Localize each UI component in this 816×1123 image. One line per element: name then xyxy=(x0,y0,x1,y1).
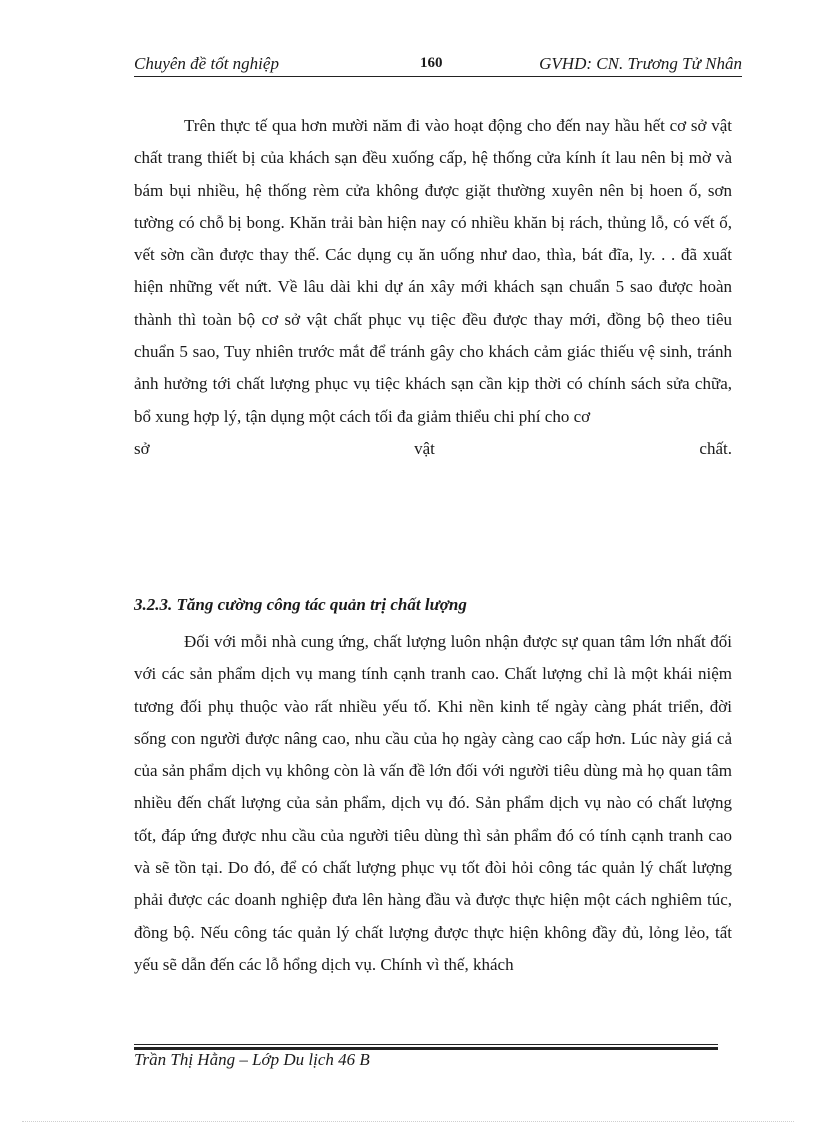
page-header xyxy=(134,52,742,76)
paragraph-1-text: Trên thực tế qua hơn mười năm đi vào hoạt động cho đến nay hầu hết cơ sở vật chất trang thiết bị của khách sạn đều xuống cấp, hệ thống cửa kính ít lau nên bị mờ và bám bụi nhiều, hệ thống rèm cửa không được giặt thường xuyên nên bị hoen ố, sơn tường có chỗ bị bong. Khăn trải bàn hiện nay có nhiều khăn bị rách, thủng lỗ, có vết ố, vết sờn cần được thay thế. Các dụng cụ ăn uống như dao, thìa, bát đĩa, ly. . . đã xuất hiện những vết nứt. Về lâu dài khi dự án xây mới khách sạn chuẩn 5 sao được hoàn thành thì toàn bộ cơ sở vật chất phục vụ tiệc đều được thay mới, đồng bộ theo tiêu chuẩn 5 sao, Tuy nhiên trước mắt để tránh gây cho khách cảm giác thiếu vệ sinh, tránh ảnh hưởng tới chất lượng phục vụ tiệc khách sạn cần kịp thời có chính sách sửa chữa, bổ xung hợp lý, tận dụng một cách tối đa giảm thiểu chi phí cho cơ xyxy=(134,116,732,426)
paragraph-1 xyxy=(134,110,732,465)
paragraph-2-text: Đối với mỗi nhà cung ứng, chất lượng luôn nhận được sự quan tâm lớn nhất đối với các sản phẩm dịch vụ mang tính cạnh tranh cao. Chất lượng chỉ là một khái niệm tương đối phụ thuộc vào rất nhiều yếu tố. Khi nền kinh tế ngày càng phát triển, đời sống con người được nâng cao, nhu cầu của họ ngày càng cao cấp hơn. Lúc này giá cả của sản phẩm dịch vụ không còn là vấn đề lớn đối với người tiêu dùng mà họ quan tâm nhiều đến chất lượng của sản phẩm, dịch vụ đó. Sản phẩm dịch vụ nào có chất lượng tốt, đáp ứng được nhu cầu của người tiêu dùng thì sản phẩm đó có tính cạnh tranh cao và sẽ tồn tại. Do đó, để có chất lượng phục vụ tốt đòi hỏi công tác quản lý chất lượng phải được các doanh nghiệp đưa lên hàng đầu và được thực hiện một cách nghiêm túc, đồng bộ. Nếu công tác quản lý chất lượng được thực hiện không đầy đủ, lỏng lẻo, tất yếu sẽ dẫn đến các lỗ hổng dịch vụ. Chính vì thế, khách xyxy=(134,632,732,974)
last-word-2: vật xyxy=(414,438,435,458)
header-supervisor: GVHD: CN. Trương Tử Nhân xyxy=(539,54,742,73)
last-word-3: chất. xyxy=(699,438,732,458)
last-word-1: sở xyxy=(134,438,150,458)
header-rule xyxy=(134,76,742,77)
page-footer: Trần Thị Hằng – Lớp Du lịch 46 B xyxy=(134,1050,370,1069)
header-page-number: 160 xyxy=(420,55,443,71)
page-bottom-edge xyxy=(22,1121,794,1122)
section-heading: 3.2.3. Tăng cường công tác quản trị chất lượng xyxy=(134,595,467,614)
paragraph-2 xyxy=(134,626,732,981)
header-document-type: Chuyên đề tốt nghiệp xyxy=(134,54,279,73)
paragraph-1-last-line xyxy=(134,433,732,465)
footer-rule-thin xyxy=(134,1044,718,1045)
